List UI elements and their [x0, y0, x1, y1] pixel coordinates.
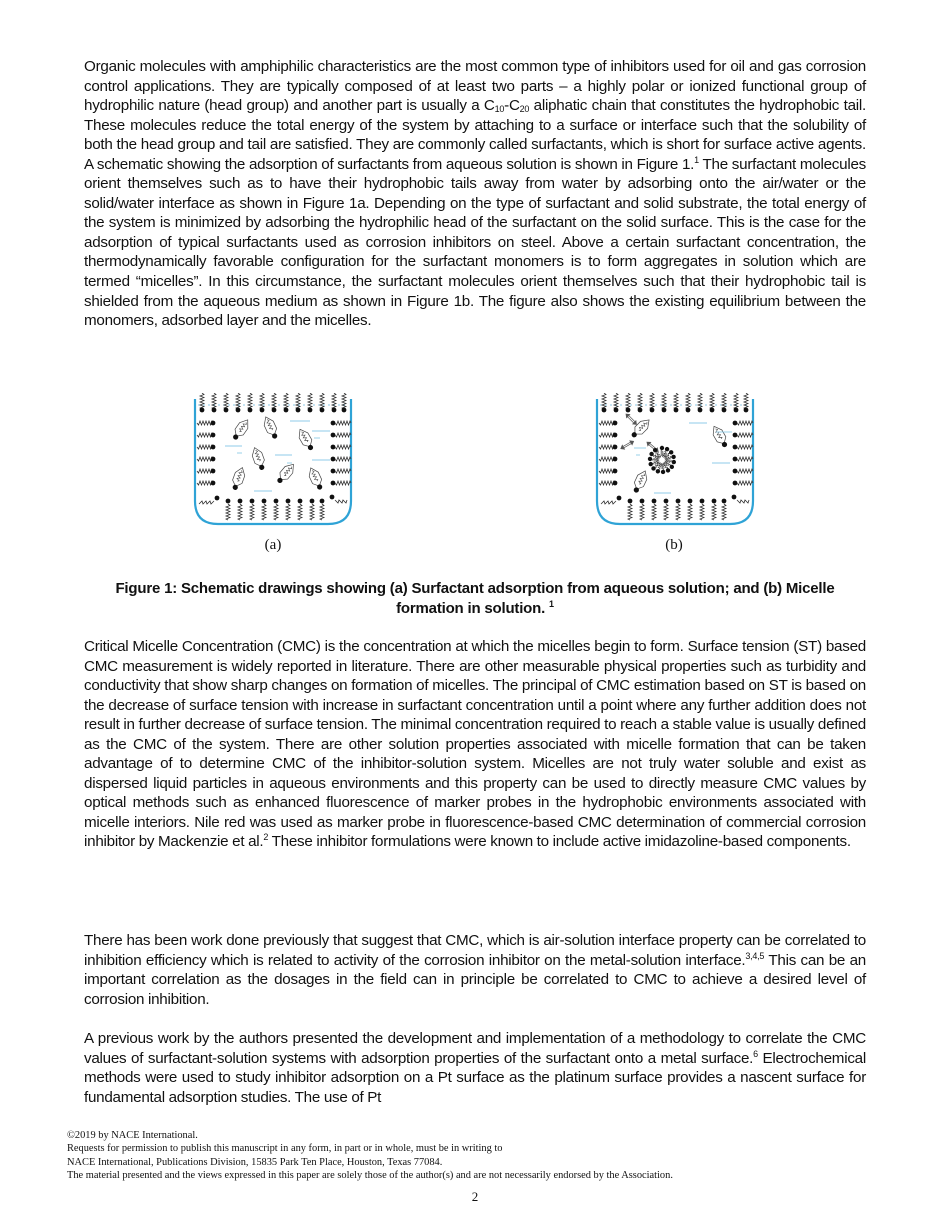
citation-superscript: 1: [694, 154, 699, 165]
text-span: Organic molecules with amphiphilic characteristics are the most common type of inhibitors used for oil and gas corrosion control applications. They are typically composed of at least two parts – a highly polar or ionized functional group of hydrophilic nature (head group) and another part is usually a C: [84, 58, 866, 115]
subscript: 10: [494, 104, 505, 115]
text-span: Electrochemical methods were used to study inhibitor adsorption on a Pt surface as the platinum surface provides a nascent surface for fundamental adsorption studies. The use of Pt: [84, 1049, 866, 1106]
figure-1a-adsorption-diagram: [192, 393, 354, 529]
citation-superscript: 6: [753, 1048, 758, 1059]
citation-superscript: 1: [549, 598, 554, 609]
text-span: There has been work done previously that suggest that CMC, which is air-solution interface property can be correlated to inhibition efficiency which is related to activity of the corrosion inhibitor on the metal-solution interface.: [84, 932, 866, 969]
footer-copyright-line: ©2019 by NACE International.: [67, 1130, 198, 1141]
text-span: aliphatic chain that constitutes the hydrophobic tail. These molecules reduce the total energy of the system by attaching to a surface or interface such that the solubility of both the head group and tail are satisfied. They are commonly called surfactants, which is short for surface active agents. A schematic showing the adsorption of surfactants from aqueous solution is shown in Figure 1.: [84, 97, 866, 173]
citation-superscript: 2: [263, 832, 269, 843]
figure-1b-micelle-diagram: [594, 393, 756, 529]
paragraph-cmc-definition: [84, 637, 866, 852]
footer-permission-line: Requests for permission to publish this manuscript in any form, in part or in whole, must be in writing to: [67, 1143, 503, 1155]
paragraph-cmc-correlation: [84, 931, 866, 1009]
figure-1b-label: (b): [665, 537, 683, 553]
text-span: -C: [504, 97, 520, 115]
text-span: These inhibitor formulations were known to include active imidazoline-based components.: [268, 833, 851, 851]
text-span: A previous work by the authors presented the development and implementation of a methodology to correlate the CMC values of surfactant-solution systems with adsorption properties of the surfactant onto a metal surface.: [84, 1030, 866, 1067]
text-span: Critical Micelle Concentration (CMC) is the concentration at which the micelles begin to form. Surface tension (ST) based CMC measurement is widely reported in literature. There are other measurable physical properties such as turbidity and conductivity that show sharp changes on formation of micelles. The principal of CMC estimation based on ST is based on the decrease of surface tension with increase in surfactant concentration until a point where any further addition does not result in further decrease of surface tension. The minimal concentration required to reach a stable value is usually defined as the CMC of the system. There are other solution properties associated with micelle formation that can be taken advantage of to determine CMC of the inhibitor-solution system. Micelles are not truly water soluble and exist as dispersed liquid particles in aqueous environments and this property can be used to directly measure CMC values by optical methods such as enhanced fluorescence of marker probes in the hydrophobic environments associated with micelle interiors. Nile red was used as marker probe in fluorescence-based CMC determination of commercial corrosion inhibitor by Mackenzie et al.: [84, 638, 866, 851]
page-number: 2: [471, 1189, 479, 1204]
figure-1-caption: [84, 579, 866, 618]
citation-superscript: 3,4,5: [745, 950, 765, 961]
subscript: 20: [519, 104, 530, 115]
footer-address-line: NACE International, Publications Division, 15835 Park Ten Place, Houston, Texas 77084.: [67, 1156, 443, 1168]
text-span: This can be an important correlation as the dosages in the field can in principle be correlated to CMC to achieve a desired level of corrosion inhibition.: [84, 951, 866, 1008]
figure-1a-label: (a): [264, 537, 282, 553]
paragraph-previous-work: [84, 1029, 866, 1107]
text-span: The surfactant molecules orient themselves such as to have their hydrophobic tails away from water by adsorbing onto the air/water or the solid/water interface as shown in Figure 1a. Depending on the type of surfactant and solid substrate, the total energy of the system is minimized by adsorbing the hydrophilic head of the surfactant on the solid surface. This is the case for the adsorption of typical surfactants used as corrosion inhibitors on steel. Above a certain surfactant concentration, the thermodynamically favorable configuration for the surfactant monomers is to form aggregates in solution which are termed “micelles”. In this circumstance, the surfactant molecules orient themselves such that their hydrophobic tail is shielded from the aqueous medium as shown in Figure 1b. The figure also shows the existing equilibrium between the monomers, adsorbed layer and the micelles.: [84, 155, 866, 330]
caption-text: Figure 1: Schematic drawings showing (a) Surfactant adsorption from aqueous solution; and (b) Micelle formation in solution.: [115, 580, 835, 617]
footer-disclaimer-line: The material presented and the views expressed in this paper are solely those of the author(s) and are not necessarily endorsed by the Association.: [67, 1170, 673, 1182]
copyright-footer: [67, 1129, 867, 1183]
paragraph-surfactants-intro: [84, 57, 866, 331]
